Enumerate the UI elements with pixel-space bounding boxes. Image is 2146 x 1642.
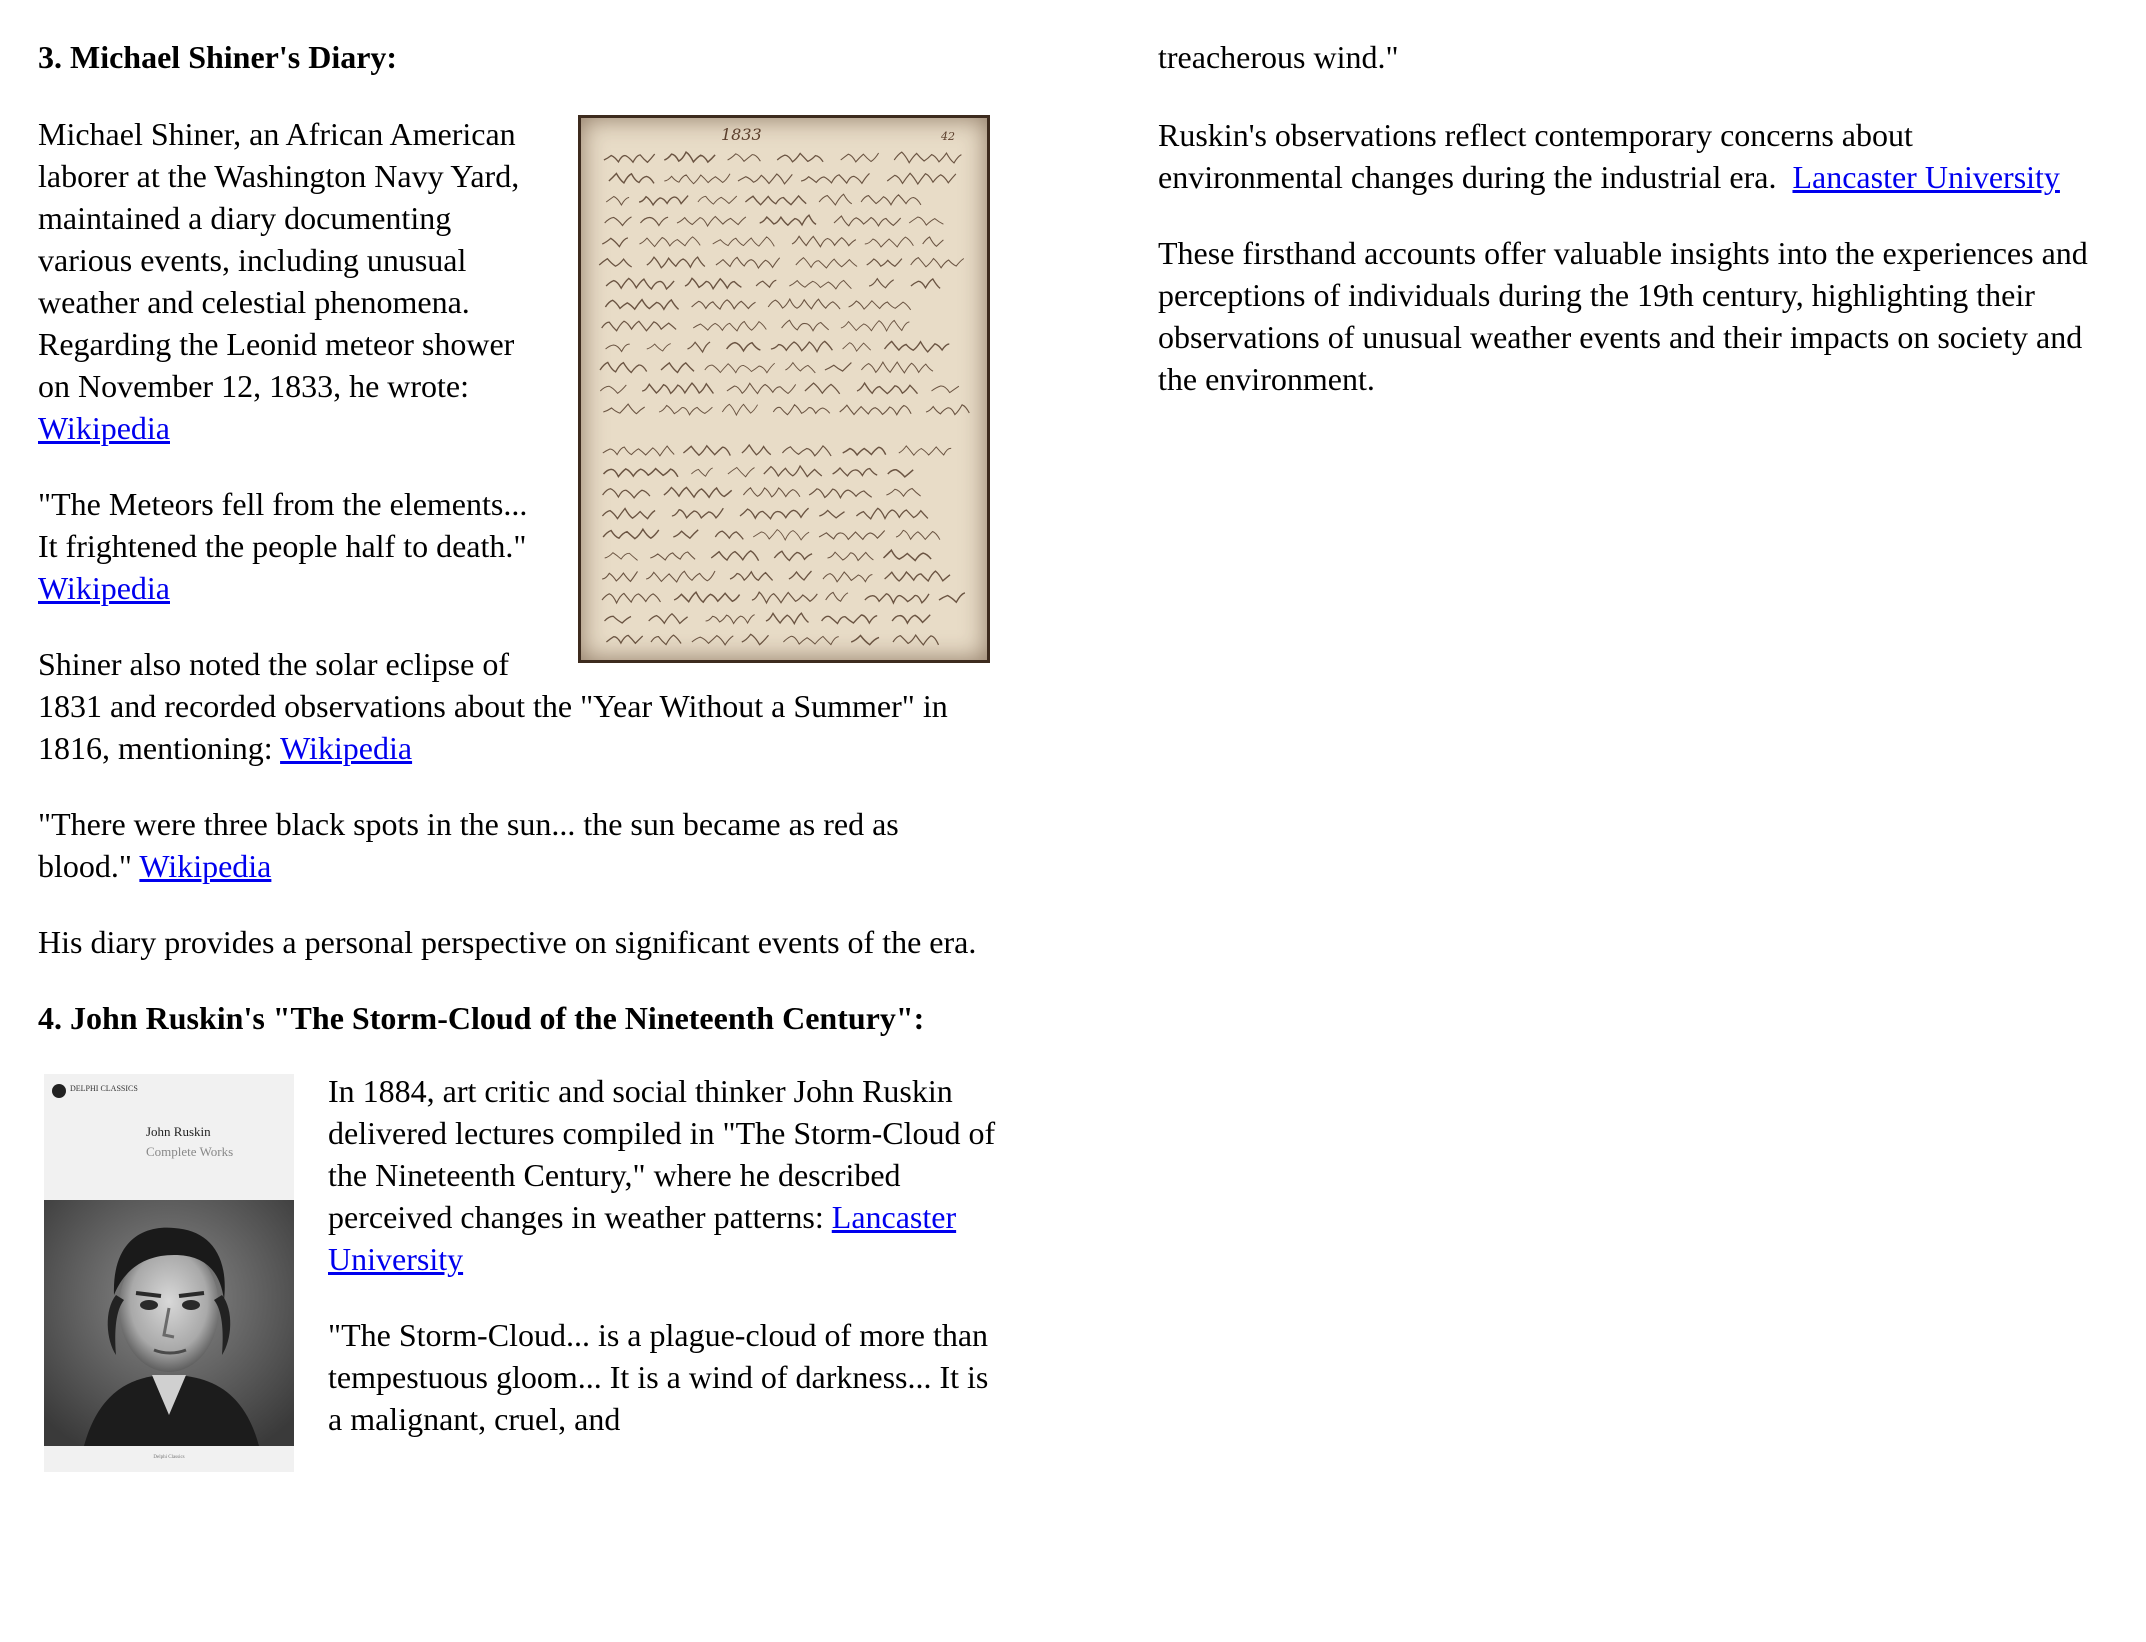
- handwriting-stroke: [825, 363, 852, 372]
- handwriting-stroke: [752, 592, 817, 603]
- handwriting-stroke: [888, 470, 913, 477]
- handwriting-stroke: [867, 259, 902, 267]
- handwriting-stroke: [834, 216, 901, 226]
- handwriting-stroke: [603, 489, 650, 498]
- diary-page-number: 42: [941, 130, 955, 143]
- handwriting-stroke: [743, 488, 800, 497]
- handwriting-stroke: [606, 197, 629, 206]
- handwriting-stroke: [896, 530, 940, 539]
- handwriting-stroke: [828, 552, 874, 560]
- handwriting-stroke: [706, 615, 755, 624]
- right-column: [1158, 36, 2098, 434]
- handwriting-stroke: [605, 300, 678, 310]
- handwriting-stroke: [771, 341, 833, 351]
- wikipedia-link[interactable]: Wikipedia: [280, 730, 413, 766]
- handwriting-stroke: [606, 635, 642, 643]
- handwriting-stroke: [756, 280, 776, 287]
- handwriting-stroke: [865, 237, 914, 247]
- handwriting-stroke: [796, 258, 857, 268]
- handwriting-stroke: [693, 322, 766, 331]
- handwriting-stroke: [892, 615, 930, 623]
- handwriting-stroke: [604, 469, 678, 477]
- handwriting-stroke: [713, 237, 775, 247]
- handwriting-stroke: [865, 594, 929, 603]
- diary-closing: His diary provides a personal perspective on significant events of the era.: [38, 924, 977, 960]
- observations-text: Ruskin's observations reflect contemporary concerns about environmental changes during the industrial era.: [1158, 117, 1921, 195]
- handwriting-stroke: [782, 320, 829, 331]
- handwriting-stroke: [728, 468, 755, 477]
- handwriting-stroke: [605, 553, 638, 561]
- book-brand: DELPHI CLASSICS: [70, 1084, 138, 1093]
- diary-page-year: 1833: [721, 125, 762, 144]
- handwriting-stroke: [603, 529, 659, 539]
- handwriting-stroke: [894, 152, 961, 163]
- book-publisher: Delphi Classics: [153, 1455, 185, 1460]
- handwriting-stroke: [773, 405, 830, 415]
- wikipedia-link[interactable]: Wikipedia: [139, 848, 272, 884]
- handwriting-stroke: [857, 383, 918, 394]
- handwriting-stroke: [602, 321, 676, 331]
- handwriting-stroke: [715, 531, 743, 539]
- handwriting-stroke: [674, 592, 740, 602]
- ruskin-book-row: [38, 1070, 998, 1474]
- handwriting-stroke: [826, 592, 848, 601]
- handwriting-stroke: [600, 385, 626, 393]
- handwriting-stroke: [685, 278, 742, 288]
- handwriting-stroke: [843, 447, 886, 455]
- handwriting-stroke: [840, 405, 911, 415]
- handwriting-stroke: [659, 405, 712, 414]
- handwriting-stroke: [886, 489, 920, 497]
- handwriting-stroke: [602, 509, 655, 519]
- handwriting-stroke: [760, 215, 816, 225]
- section-heading-ruskin: 4. John Ruskin's "The Storm-Cloud of the Nineteenth Century":: [38, 1000, 925, 1036]
- handwriting-stroke: [851, 636, 879, 645]
- handwriting-stroke: [606, 344, 630, 351]
- handwriting-stroke: [698, 196, 737, 204]
- handwriting-stroke: [822, 615, 878, 624]
- section-heading-shiner: 3. Michael Shiner's Diary:: [38, 39, 398, 75]
- handwriting-stroke: [605, 616, 632, 623]
- handwriting-stroke: [692, 636, 733, 645]
- handwriting-stroke: [688, 342, 711, 352]
- book-author: John Ruskin: [146, 1124, 211, 1139]
- handwriting-stroke: [885, 571, 950, 581]
- handwriting-stroke: [869, 279, 894, 288]
- handwriting-stroke: [692, 300, 756, 309]
- handwriting-stroke: [923, 237, 944, 246]
- sun-quote: [38, 803, 998, 887]
- handwriting-stroke: [819, 194, 852, 205]
- handwriting-stroke: [650, 552, 695, 560]
- handwriting-stroke: [783, 636, 838, 644]
- diary-handwriting: [581, 118, 987, 660]
- handwriting-stroke: [909, 217, 943, 225]
- handwriting-stroke: [885, 341, 950, 352]
- handwriting-stroke: [884, 550, 932, 560]
- quote-continued: treacherous wind.": [1158, 39, 1399, 75]
- observations-paragraph: [1158, 114, 2098, 198]
- handwriting-stroke: [785, 363, 815, 373]
- handwriting-stroke: [789, 280, 851, 289]
- handwriting-stroke: [677, 217, 746, 227]
- storm-cloud-quote: "The Storm-Cloud... is a plague-cloud of more than tempestuous gloom... It is a wind of darkness... It is a malignant, cruel, and: [328, 1317, 989, 1437]
- handwriting-stroke: [861, 195, 921, 205]
- handwriting-stroke: [602, 238, 628, 247]
- sun-quote-text: "There were three black spots in the sun... the sun became as red as blood.": [38, 806, 899, 884]
- handwriting-stroke: [782, 446, 831, 456]
- book-cover-image: [44, 1074, 294, 1472]
- handwriting-stroke: [893, 635, 939, 645]
- handwriting-stroke: [861, 362, 933, 373]
- handwriting-stroke: [642, 383, 713, 393]
- eclipse-text: Shiner also noted the solar eclipse of 1831 and recorded observations about the "Year Without a Summer" in 1816, mentioning:: [38, 646, 948, 766]
- handwriting-stroke: [849, 301, 911, 310]
- handwriting-stroke: [764, 466, 822, 477]
- handwriting-stroke: [603, 404, 644, 414]
- handwriting-stroke: [606, 278, 674, 289]
- handwriting-stroke: [899, 446, 951, 455]
- handwriting-stroke: [789, 571, 812, 580]
- handwriting-stroke: [843, 343, 871, 351]
- handwriting-stroke: [664, 487, 732, 497]
- handwriting-stroke: [609, 174, 654, 184]
- handwriting-stroke: [602, 571, 637, 581]
- handwriting-stroke: [649, 614, 688, 624]
- handwriting-stroke: [742, 634, 769, 644]
- lancaster-university-link[interactable]: Lancaster University: [328, 1199, 957, 1277]
- handwriting-stroke: [728, 154, 761, 162]
- handwriting-stroke: [774, 551, 812, 560]
- handwriting-stroke: [664, 152, 715, 162]
- delphi-logo-icon: [52, 1084, 66, 1098]
- handwriting-stroke: [738, 174, 792, 184]
- wikipedia-link[interactable]: Wikipedia: [38, 570, 170, 606]
- handwriting-stroke: [647, 344, 671, 351]
- handwriting-stroke: [640, 217, 668, 225]
- handwriting-stroke: [727, 343, 761, 351]
- handwriting-stroke: [730, 572, 773, 581]
- handwriting-stroke: [600, 362, 647, 372]
- handwriting-stroke: [742, 445, 771, 455]
- handwriting-stroke: [664, 174, 730, 184]
- handwriting-stroke: [740, 508, 809, 519]
- meteor-quote-text: "The Meteors fell from the elements... It frightened the people half to death.": [38, 486, 528, 564]
- handwriting-stroke: [777, 153, 823, 161]
- handwriting-stroke: [604, 154, 655, 162]
- handwriting-stroke: [819, 510, 844, 518]
- diary-page-image: [578, 115, 990, 663]
- handwriting-stroke: [722, 404, 757, 415]
- handwriting-stroke: [911, 279, 940, 289]
- handwriting-stroke: [801, 173, 869, 183]
- handwriting-stroke: [599, 259, 632, 267]
- handwriting-stroke: [805, 383, 840, 394]
- handwriting-stroke: [647, 257, 705, 268]
- handwriting-stroke: [727, 383, 796, 393]
- handwriting-stroke: [639, 196, 688, 205]
- handwriting-stroke: [745, 196, 806, 205]
- handwriting-stroke: [766, 613, 809, 623]
- handwriting-stroke: [887, 173, 956, 184]
- handwriting-stroke: [605, 217, 632, 226]
- handwriting-stroke: [603, 446, 674, 456]
- handwriting-stroke: [711, 551, 758, 561]
- handwriting-stroke: [792, 236, 856, 246]
- handwriting-stroke: [856, 508, 928, 519]
- handwriting-stroke: [841, 320, 910, 331]
- handwriting-stroke: [661, 363, 694, 373]
- wikipedia-link[interactable]: Wikipedia: [38, 410, 170, 446]
- ruskin-intro: [328, 1070, 998, 1280]
- handwriting-stroke: [646, 571, 715, 582]
- handwriting-stroke: [640, 237, 701, 247]
- handwriting-stroke: [651, 635, 681, 645]
- handwriting-stroke: [911, 258, 964, 268]
- handwriting-stroke: [691, 468, 712, 476]
- handwriting-stroke: [768, 299, 840, 309]
- handwriting-stroke: [939, 593, 965, 602]
- left-column: [38, 36, 998, 1474]
- handwriting-stroke: [823, 572, 872, 582]
- handwriting-stroke: [926, 405, 969, 415]
- ruskin-text: [328, 1070, 998, 1474]
- handwriting-stroke: [683, 446, 730, 456]
- handwriting-stroke: [705, 363, 775, 373]
- handwriting-stroke: [932, 386, 959, 393]
- handwriting-stroke: [672, 508, 723, 518]
- handwriting-stroke: [716, 257, 780, 268]
- handwriting-stroke: [602, 593, 661, 603]
- handwriting-stroke: [673, 530, 698, 538]
- handwriting-stroke: [819, 531, 885, 540]
- handwriting-stroke: [841, 153, 879, 162]
- handwriting-stroke: [833, 468, 878, 476]
- shiner-intro-text: Michael Shiner, an African American laborer at the Washington Navy Yard, maintained a diary documenting various events, including unusual weather and celestial phenomena. Regarding the Leonid meteor shower on November 12, 1833, he wrote:: [38, 116, 520, 404]
- ruskin-portrait: [44, 1200, 294, 1446]
- ruskin-intro-text: In 1884, art critic and social thinker John Ruskin delivered lectures compiled in "The Storm-Cloud of the Nineteenth Century," where he described perceived changes in weather patterns:: [328, 1073, 996, 1235]
- handwriting-stroke: [753, 530, 809, 540]
- conclusion-paragraph: These firsthand accounts offer valuable insights into the experiences and perceptions of individuals during the 19th century, highlighting their observations of unusual weather events and their impacts on society and the environment.: [1158, 235, 2088, 397]
- handwriting-stroke: [809, 489, 872, 498]
- book-subtitle: Complete Works: [146, 1144, 234, 1159]
- lancaster-university-link[interactable]: Lancaster University: [1792, 159, 2060, 195]
